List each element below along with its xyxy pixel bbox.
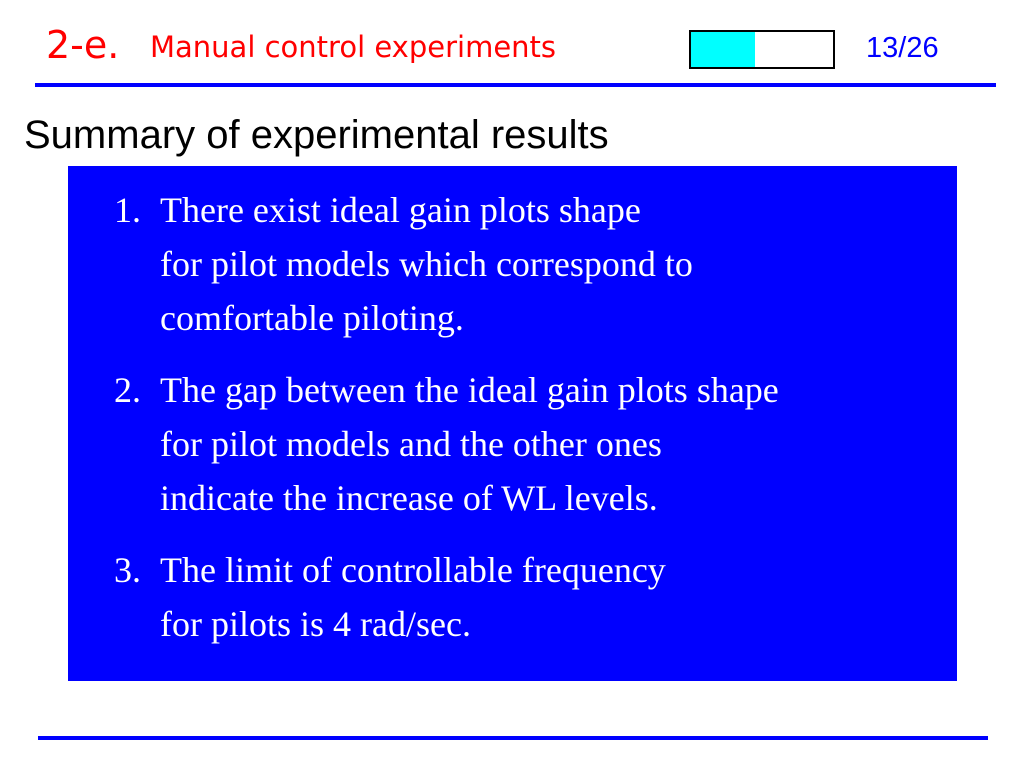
result-line: for pilot models and the other ones bbox=[160, 424, 662, 464]
result-number: 1. bbox=[114, 190, 141, 230]
page-counter: 13/26 bbox=[866, 32, 939, 64]
result-item-2 bbox=[114, 363, 779, 525]
result-text bbox=[160, 363, 779, 525]
result-line: for pilots is 4 rad/sec. bbox=[160, 604, 471, 644]
result-item-3 bbox=[114, 543, 666, 651]
result-text bbox=[160, 183, 693, 345]
result-number: 3. bbox=[114, 550, 141, 590]
section-title: Manual control experiments bbox=[150, 30, 557, 64]
result-line: indicate the increase of WL levels. bbox=[160, 478, 658, 518]
results-box bbox=[68, 166, 957, 681]
slide-header bbox=[0, 0, 1024, 90]
result-item-1 bbox=[114, 183, 693, 345]
progress-bar bbox=[689, 30, 835, 69]
result-line: The gap between the ideal gain plots shape bbox=[160, 370, 779, 410]
slide-subtitle: Summary of experimental results bbox=[24, 113, 609, 157]
footer-divider bbox=[38, 736, 988, 740]
result-line: for pilot models which correspond to bbox=[160, 244, 693, 284]
section-number: 2-e. bbox=[46, 23, 120, 67]
result-number: 2. bbox=[114, 370, 141, 410]
result-text bbox=[160, 543, 666, 651]
result-line: comfortable piloting. bbox=[160, 298, 464, 338]
result-line: There exist ideal gain plots shape bbox=[160, 190, 641, 230]
progress-bar-fill bbox=[691, 32, 755, 67]
result-line: The limit of controllable frequency bbox=[160, 550, 666, 590]
header-divider bbox=[35, 83, 996, 87]
